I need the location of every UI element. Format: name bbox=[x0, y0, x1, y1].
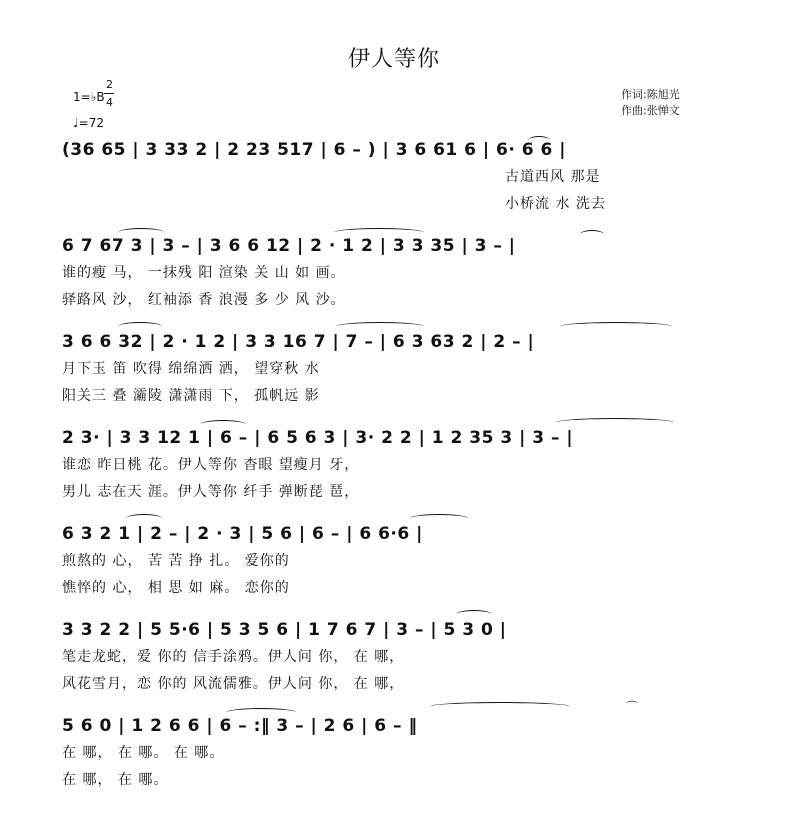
notation-line-7: 5 6 0 | 1 2 6 6 | 6 – :‖ 3 – | 2 6 | 6 – ‖ bbox=[62, 716, 418, 736]
slur bbox=[226, 708, 296, 717]
slur bbox=[430, 702, 570, 711]
time-signature-bottom: 4 bbox=[106, 96, 113, 109]
lyric-line-3-verse-1: 月下玉 笛 吹得 绵绵洒 洒， 望穿秋 水 bbox=[62, 361, 320, 377]
time-signature-divider bbox=[104, 93, 114, 94]
slur bbox=[126, 514, 162, 523]
lyric-line-5-verse-1: 煎熬的 心， 苦 苦 挣 扎。 爱你的 bbox=[62, 553, 290, 569]
slur bbox=[200, 420, 246, 429]
notation-line-1: (36 65 | 3 33 2 | 2 23 517 | 6 – ) | 3 6 61 6 | 6· 6 6 | bbox=[62, 140, 566, 160]
slur bbox=[410, 514, 468, 523]
key-signature: 1=♭B bbox=[73, 90, 105, 104]
notation-line-2: 6 7 67 3 | 3 – | 3 6 6 12 | 2 · 1 2 | 3 3 35 | 3 – | bbox=[62, 236, 516, 256]
slur bbox=[456, 610, 492, 619]
tempo-marking: ♩=72 bbox=[73, 116, 104, 130]
slur bbox=[560, 322, 672, 331]
lyric-line-5-verse-2: 憔悴的 心， 相 思 如 麻。 恋你的 bbox=[62, 580, 290, 596]
lyric-line-2-verse-1: 谁的瘦 马， 一抹残 阳 渲染 关 山 如 画。 bbox=[62, 265, 346, 281]
lyric-line-6-verse-1: 笔走龙蛇，爱 你的 信手涂鸦。伊人问 你， 在 哪， bbox=[62, 649, 405, 665]
lyric-line-1-verse-2: 小桥流 水 洗去 bbox=[505, 196, 606, 212]
slur bbox=[528, 136, 550, 145]
lyric-line-7-verse-1: 在 哪， 在 哪。 在 哪。 bbox=[62, 745, 225, 761]
slur bbox=[118, 322, 162, 331]
lyricist-credit: 作词:陈旭光 bbox=[621, 88, 680, 101]
slur bbox=[118, 228, 164, 237]
lyric-line-7-verse-2: 在 哪， 在 哪。 bbox=[62, 772, 169, 788]
slur bbox=[336, 322, 424, 331]
slur bbox=[556, 418, 674, 427]
notation-line-4: 2 3· | 3 3 12 1 | 6 – | 6 5 6 3 | 3· 2 2 | 1 2 35 3 | 3 – | bbox=[62, 428, 574, 448]
song-title: 伊人等你 bbox=[347, 47, 440, 72]
time-signature-top: 2 bbox=[106, 78, 113, 91]
notation-line-3: 3 6 6 32 | 2 · 1 2 | 3 3 16 7 | 7 – | 6 3 63 2 | 2 – | bbox=[62, 332, 535, 352]
lyric-line-4-verse-2: 男儿 志在天 涯。伊人等你 纤手 弹断琵 琶， bbox=[62, 484, 360, 500]
lyric-line-1-verse-1: 古道西风 那是 bbox=[505, 169, 601, 185]
slur bbox=[580, 230, 604, 239]
lyric-line-6-verse-2: 风花雪月，恋 你的 风流儒雅。伊人问 你， 在 哪， bbox=[62, 676, 405, 692]
lyric-line-3-verse-2: 阳关三 叠 灞陵 潇潇雨 下， 孤帆远 影 bbox=[62, 388, 320, 404]
lyric-line-4-verse-1: 谁恋 昨日桃 花。伊人等你 杳眼 望瘦月 牙， bbox=[62, 457, 360, 473]
lyric-line-2-verse-2: 驿路风 沙， 红袖添 香 浪漫 多 少 风 沙。 bbox=[62, 292, 346, 308]
composer-credit: 作曲:张惮文 bbox=[621, 104, 680, 117]
slur bbox=[334, 228, 424, 237]
notation-line-6: 3 3 2 2 | 5 5·6 | 5 3 5 6 | 1 7 6 7 | 3 – | 5 3 0 | bbox=[62, 620, 507, 640]
notation-line-5: 6 3 2 1 | 2 – | 2 · 3 | 5 6 | 6 – | 6 6·6 | bbox=[62, 524, 423, 544]
fermata-icon: ⌒ bbox=[626, 700, 639, 714]
